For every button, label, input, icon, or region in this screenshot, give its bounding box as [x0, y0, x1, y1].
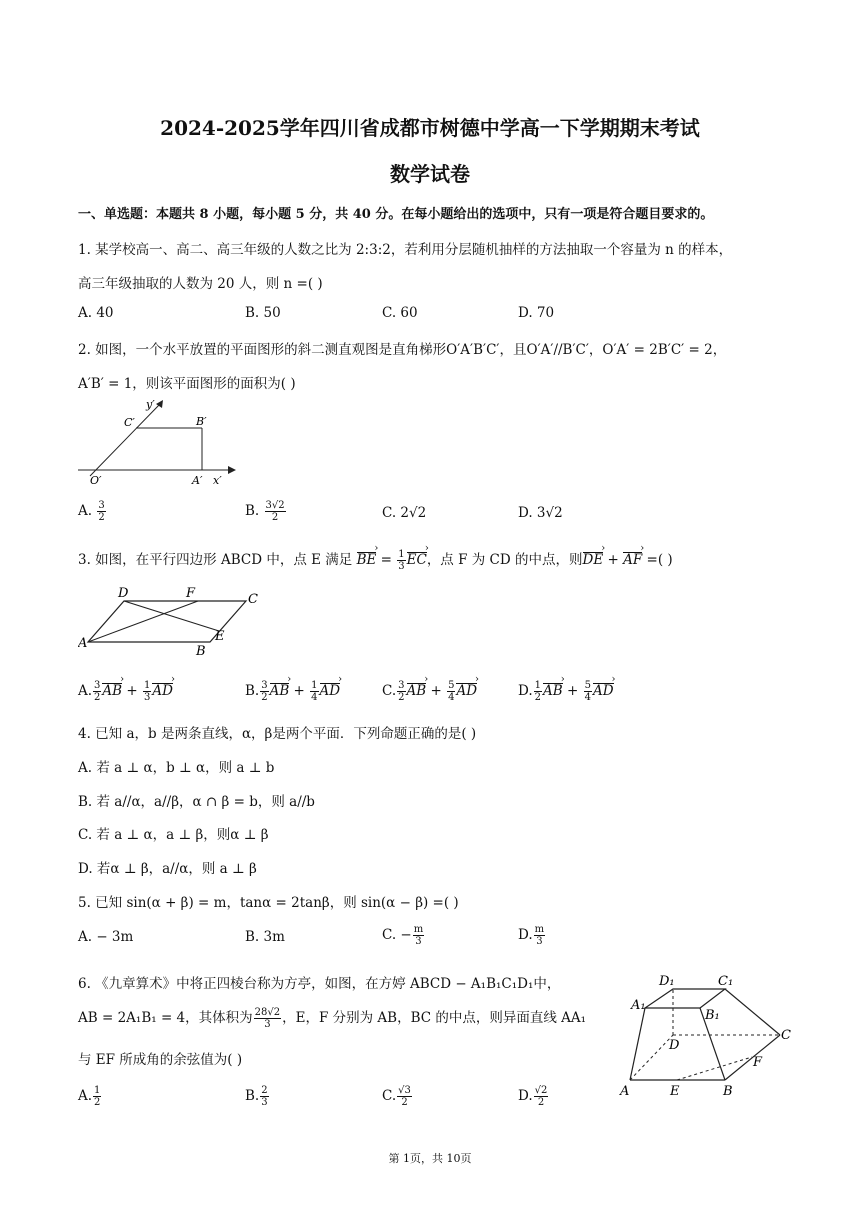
q2-trapezoid-figure — [78, 396, 238, 488]
q3-label-f: F — [186, 586, 196, 601]
q4-option-c: C. 若 a ⊥ α，a ⊥ β，则α ⊥ β — [78, 827, 269, 843]
q2-option-a: A. $\frac{3}{2}$ — [78, 500, 105, 523]
q3-option-b: B. $\frac{3}{2}$ AB › + $\frac{1}{4}$ AD › — [245, 680, 340, 703]
q6-label-f: F — [753, 1055, 763, 1070]
q3-parallelogram-figure — [78, 585, 268, 660]
q2-text-line1: 2. 如图，一个水平放置的平面图形的斜二测直观图是直角梯形O′A′B′C′，且O′A′//B′C′，O′A′ = 2B′C′ = 2， — [78, 342, 727, 358]
q3-label-d: D — [118, 586, 129, 601]
q6-text-line3: 与 EF 所成角的余弦值为( ) — [78, 1052, 243, 1068]
section-heading: 一、单选题：本题共 8 小题，每小题 5 分，共 40 分。在每小题给出的选项中，只有一项是符合题目要求的。 — [78, 207, 714, 222]
q1-text-line1: 1. 某学校高一、高二、高三年级的人数之比为 2:3:2，若利用分层随机抽样的方法抽取一个容量为 n 的样本， — [78, 242, 733, 258]
q2-label-x: x′ — [213, 474, 222, 487]
q2-option-b: B. $\frac{3√2}{2}$ — [245, 500, 285, 523]
q1-option-d: D. 70 — [518, 305, 555, 321]
q6-label-c: C — [781, 1028, 791, 1043]
q4-option-b: B. 若 a//α，a//β，α ∩ β = b，则 a//b — [78, 794, 315, 810]
q3-option-c: C. $\frac{3}{2}$ AB › + $\frac{5}{4}$ AD › — [382, 680, 477, 703]
q3-label-e: E — [215, 629, 225, 644]
q2-option-d: D. 3√2 — [518, 505, 563, 521]
q2-option-c: C. 2√2 — [382, 505, 427, 521]
q6-frustum-figure — [615, 965, 795, 1100]
q2-label-c: C′ — [124, 416, 135, 429]
q3-option-d: D. $\frac{1}{2}$ AB › + $\frac{5}{4}$ AD › — [518, 680, 614, 703]
q6-label-c1: C₁ — [718, 974, 734, 989]
q4-option-d: D. 若α ⊥ β，a//α，则 a ⊥ β — [78, 861, 257, 877]
q6-text-line2: AB = 2A₁B₁ = 4，其体积为 $\frac{28√2}{3}$ ，E，F 分别为 AB，BC 的中点，则异面直线 AA₁ — [78, 1007, 587, 1030]
q1-option-c: C. 60 — [382, 305, 418, 321]
q2-label-b: B′ — [196, 415, 207, 428]
q3-label-b: B — [196, 644, 206, 659]
q6-label-a1: A₁ — [631, 998, 646, 1013]
q6-label-d: D — [669, 1038, 680, 1053]
q5-option-d: D. $\frac{m}{3}$ — [518, 924, 545, 947]
q6-text-line1: 6. 《九章算术》中将正四棱台称为方亭，如图，在方婷 ABCD − A₁B₁C₁D₁中， — [78, 976, 561, 992]
q6-label-b1: B₁ — [705, 1008, 720, 1023]
q3-label-c: C — [248, 592, 258, 607]
q5-text: 5. 已知 sin(α + β) = m，tanα = 2tanβ，则 sin(α − β) =( ) — [78, 895, 459, 911]
q3-text: 3. 如图，在平行四边形 ABCD 中，点 E 满足 BE › = $\frac{1}{3}$ EC ›，点 F 为 CD 的中点，则DE › + AF › =( ) — [78, 548, 673, 572]
q6-label-e: E — [670, 1084, 680, 1099]
q2-text-line2: A′B′ = 1，则该平面图形的面积为( ) — [78, 376, 296, 392]
q5-option-a: A. − 3m — [78, 929, 134, 945]
exam-subtitle: 数学试卷 — [390, 162, 470, 186]
q3-label-a: A — [78, 636, 88, 651]
q6-option-c: C. $\frac{√3}{2}$ — [382, 1085, 411, 1108]
page-footer: 第 1页，共 10页 — [388, 1152, 472, 1165]
q6-option-d: D. $\frac{√2}{2}$ — [518, 1085, 548, 1108]
q6-option-a: A. $\frac{1}{2}$ — [78, 1085, 101, 1108]
q6-option-b: B. $\frac{2}{3}$ — [245, 1085, 268, 1108]
q5-option-b: B. 3m — [245, 929, 285, 945]
q6-label-b: B — [723, 1084, 733, 1099]
q1-text-line2: 高三年级抽取的人数为 20 人，则 n =( ) — [78, 276, 323, 292]
q6-label-d1: D₁ — [659, 974, 675, 989]
q2-label-y: y′ — [146, 398, 155, 411]
q2-label-o: O′ — [90, 474, 102, 487]
q3-option-a: A. $\frac{3}{2}$ AB › + $\frac{1}{3}$ AD › — [78, 680, 173, 703]
q4-option-a: A. 若 a ⊥ α，b ⊥ α，则 a ⊥ b — [78, 760, 275, 776]
q5-option-c: C. − $\frac{m}{3}$ — [382, 924, 424, 947]
q1-option-b: B. 50 — [245, 305, 281, 321]
exam-title: 2024-2025学年四川省成都市树德中学高一下学期期末考试 — [160, 116, 700, 140]
q4-text: 4. 已知 a，b 是两条直线，α，β是两个平面．下列命题正确的是( ) — [78, 726, 477, 742]
q2-label-a: A′ — [192, 474, 203, 487]
q1-option-a: A. 40 — [78, 305, 114, 321]
q6-label-a: A — [620, 1084, 630, 1099]
